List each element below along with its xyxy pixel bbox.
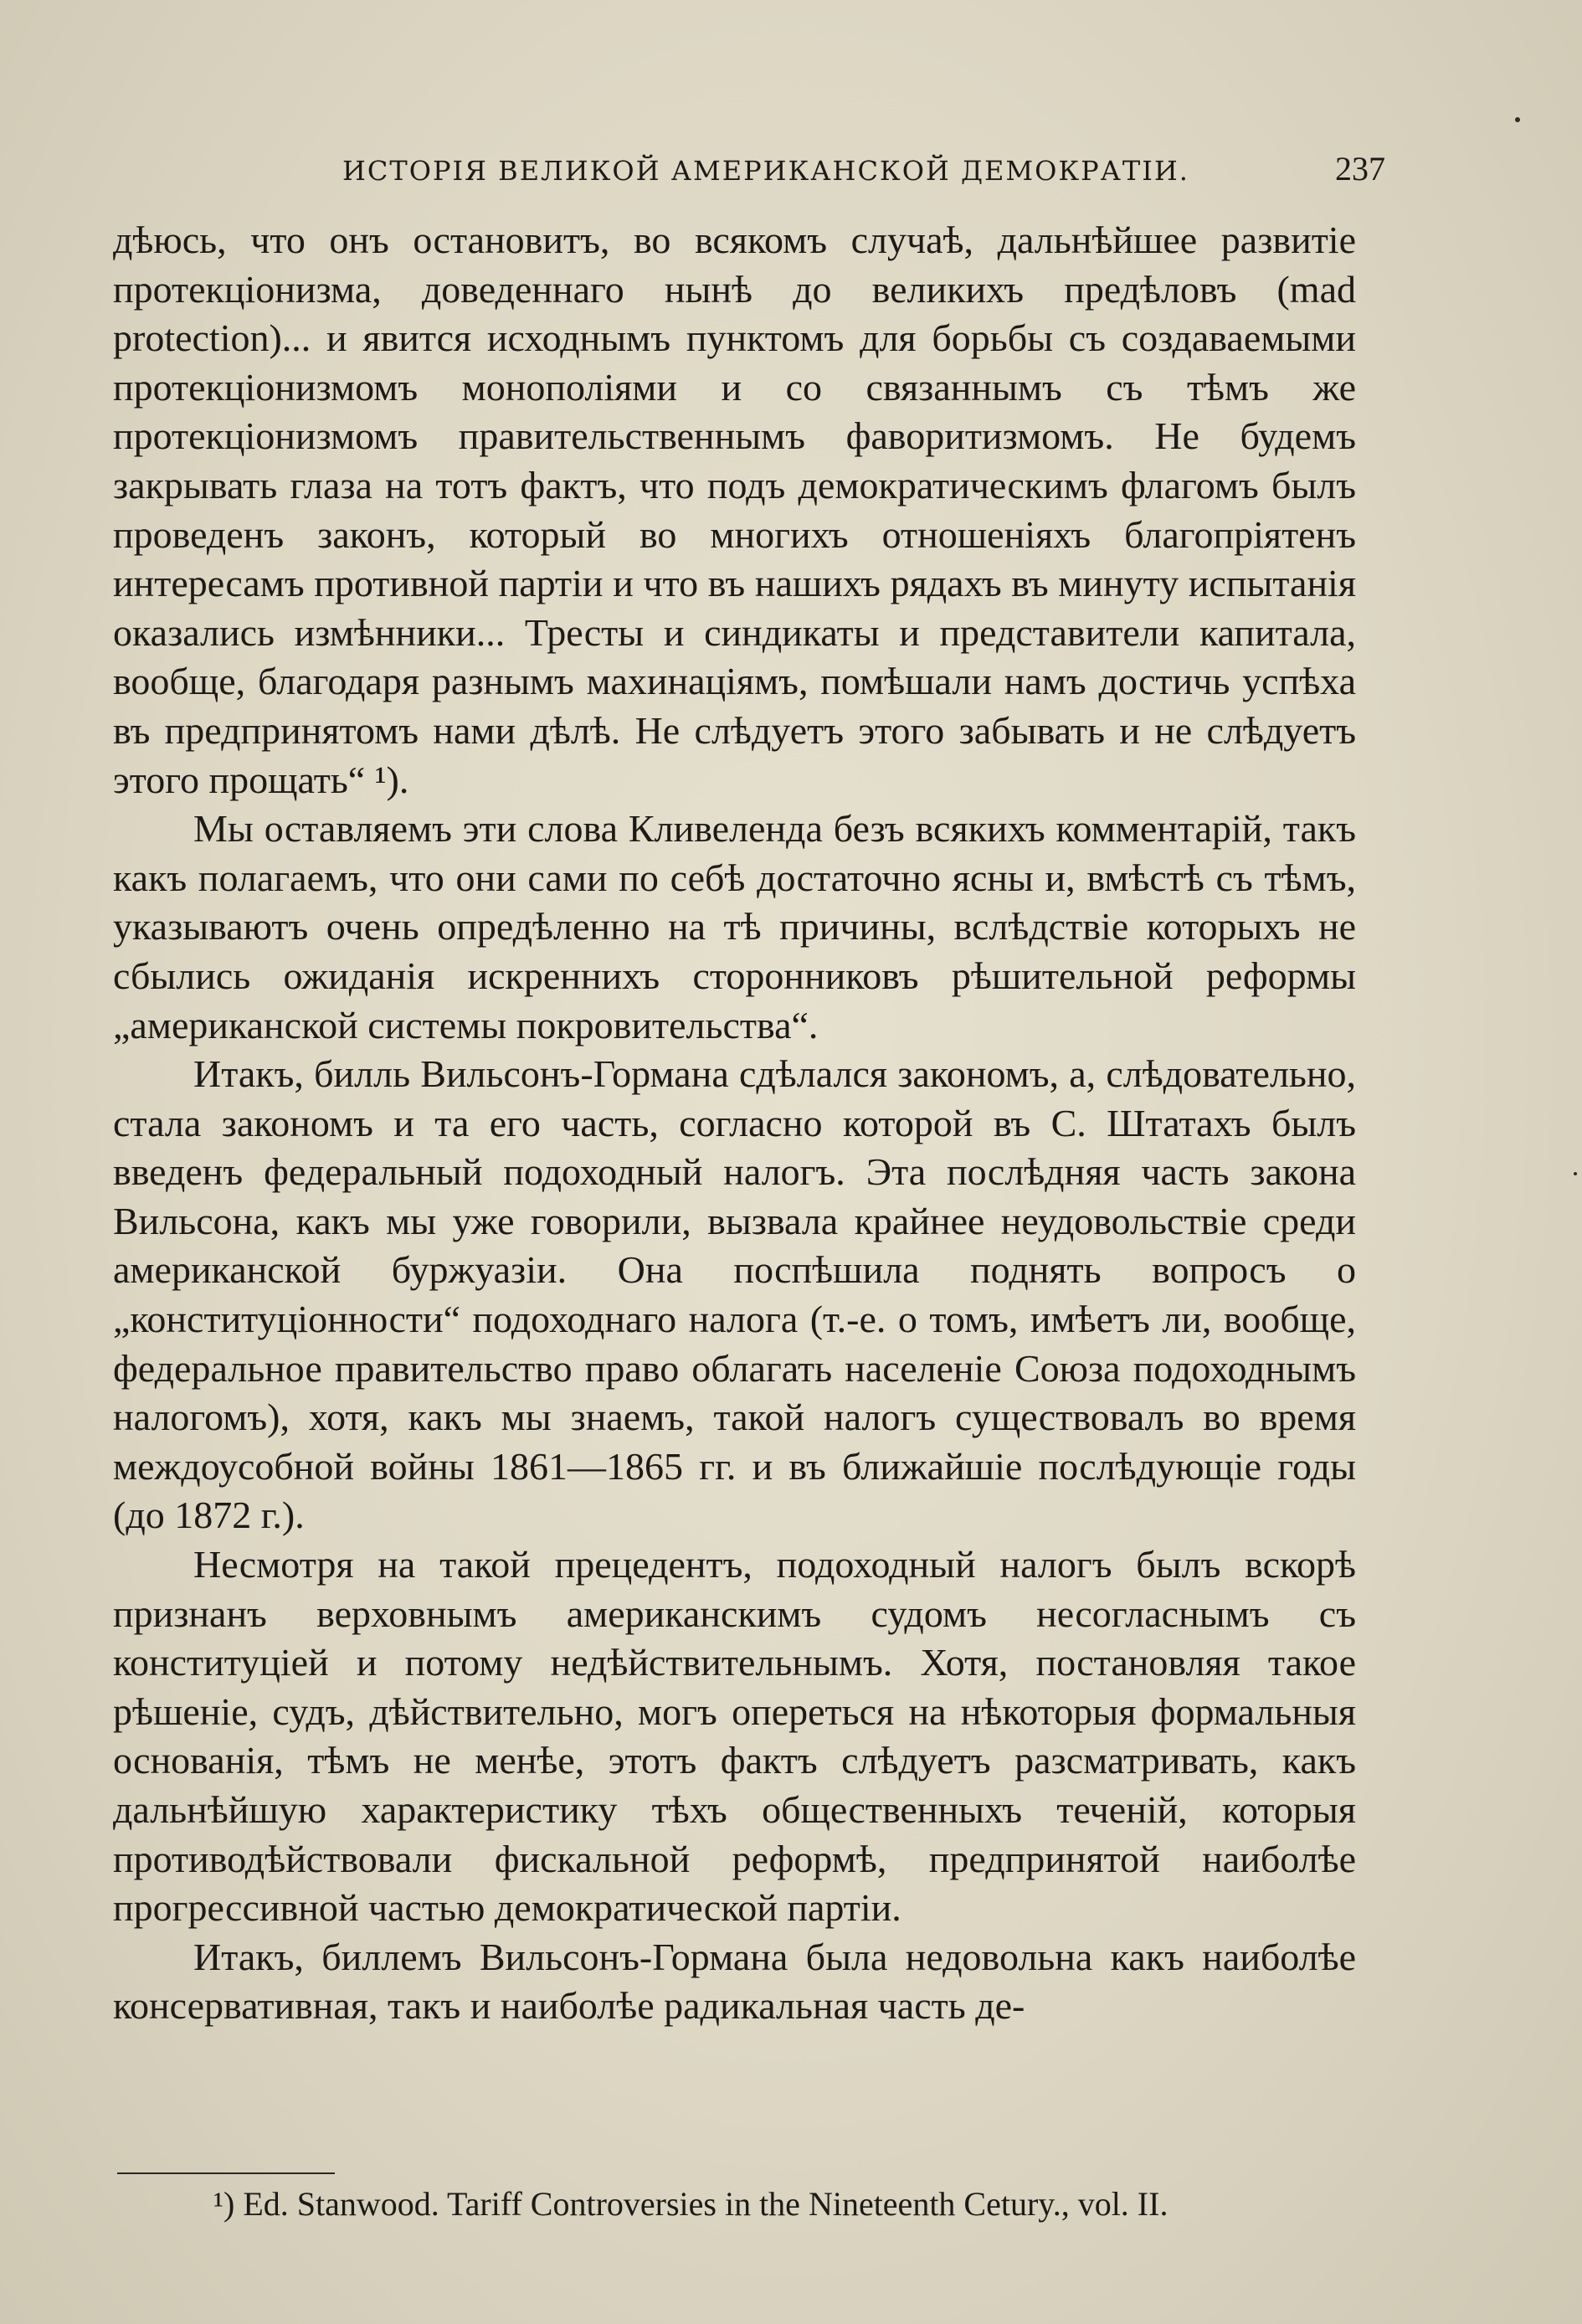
print-speck — [1515, 117, 1520, 122]
paragraph-2: Мы оставляемъ эти слова Кливеленда безъ всякихъ комментарій, такъ какъ полагаемъ, что они сами по себѣ достаточно ясны и, вмѣстѣ съ тѣмъ, указываютъ очень опредѣленно на тѣ причины, вслѣдствіе которыхъ не сбылись ожиданія искреннихъ сторонниковъ рѣшительной реформы „американской системы покровительства“. — [113, 807, 1356, 1046]
paragraph-3: Итакъ, билль Вильсонъ-Гормана сдѣлался закономъ, а, слѣдовательно, стала закономъ и та его часть, согласно которой въ С. Штатахъ былъ введенъ федеральный подоходный налогъ. Эта послѣдняя часть закона Вильсона, какъ мы уже говорили, вызвала крайнее неудовольствіе среди американской буржуазіи. Она поспѣшила поднять вопросъ о „конституціонности“ подоходнаго налога (т.-е. о томъ, имѣетъ ли, вообще, федеральное правительство право облагать населеніе Союза подоходнымъ налогомъ), хотя, какъ мы знаемъ, такой налогъ существовалъ во время междоусобной войны 1861—1865 гг. и въ ближайшіе послѣдующіе годы (до 1872 г.). — [113, 1052, 1356, 1537]
page-header — [113, 149, 1385, 196]
paragraph-1: дѣюсь, что онъ остановитъ, во всякомъ случаѣ, дальнѣйшее развитіе протекціонизма, доведеннаго нынѣ до великихъ предѣловъ (mad protection)... и явится исходнымъ пунктомъ для борьбы съ создаваемыми протекціонизмомъ монополіями и со связаннымъ съ тѣмъ же протекціонизмомъ правительственнымъ фаворитизмомъ. Не будемъ закрывать глаза на тотъ фактъ, что подъ демократическимъ флагомъ былъ проведенъ законъ, который во многихъ отношеніяхъ благопріятенъ интересамъ противной партіи и что въ нашихъ рядахъ въ минуту испытанія оказались измѣнники... Тресты и синдикаты и представители капитала, вообще, благодаря разнымъ махинаціямъ, помѣшали намъ достичь успѣха въ предпринятомъ нами дѣлѣ. Не слѣдуетъ этого забывать и не слѣдуетъ этого прощать“ ¹). — [113, 219, 1356, 801]
print-speck — [1574, 1172, 1577, 1175]
page-number: 237 — [1335, 150, 1385, 188]
running-head: ИСТОРІЯ ВЕЛИКОЙ АМЕРИКАНСКОЙ ДЕМОКРАТІИ. — [342, 155, 1189, 187]
footnote-divider — [117, 2172, 335, 2174]
paragraph-5: Итакъ, биллемъ Вильсонъ-Гормана была недовольна какъ наиболѣе консервативная, такъ и наиболѣе радикальная часть де- — [113, 1935, 1356, 2028]
body-text — [113, 216, 1356, 2031]
paragraph-4: Несмотря на такой прецедентъ, подоходный налогъ былъ вскорѣ признанъ верховнымъ американскимъ судомъ несогласнымъ съ конституціей и потому недѣйствительнымъ. Хотя, постановляя такое рѣшеніе, судъ, дѣйствительно, могъ опереться на нѣкоторыя формальныя основанія, тѣмъ не менѣе, этотъ фактъ слѣдуетъ разсматривать, какъ дальнѣйшую характеристику тѣхъ общественныхъ теченій, которыя противодѣйствовали фискальной реформѣ, предпринятой наиболѣе прогрессивной частью демократической партіи. — [113, 1543, 1356, 1930]
footnote: ¹) Ed. Stanwood. Tariff Controversies in the Nineteenth Cetury., vol. II. — [213, 2185, 1169, 2223]
